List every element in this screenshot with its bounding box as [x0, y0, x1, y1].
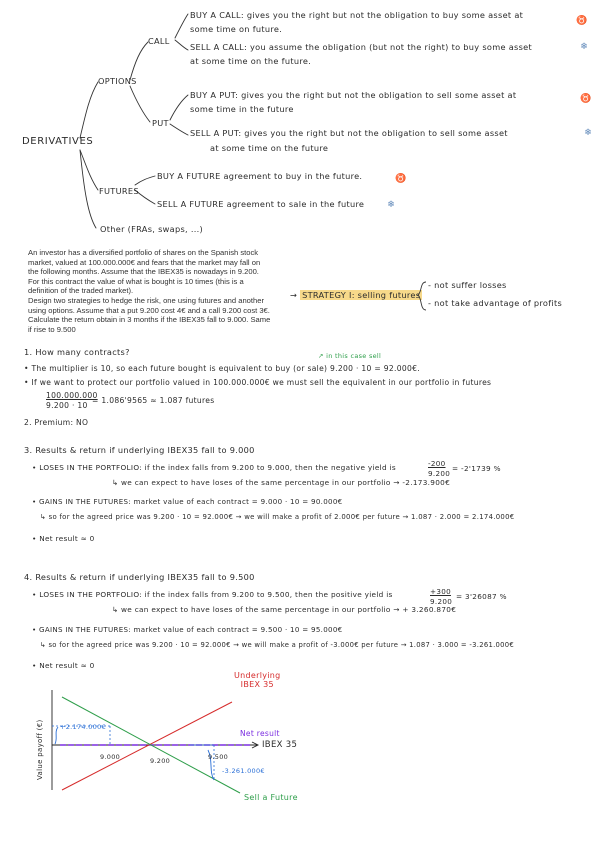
- bear-icon: ❄: [580, 41, 588, 51]
- section3-frac-res: = -2'1739 %: [452, 464, 501, 473]
- section4-frac-den: 9.200: [430, 597, 453, 606]
- gain-brace: [55, 727, 58, 744]
- section1-frac-res: = 1.086'9565 ≈ 1.087 futures: [92, 396, 215, 405]
- bull-icon: ♉: [576, 15, 588, 25]
- section3-gain-a: • GAINS IN THE FUTURES: market value of each contract = 9.000 · 10 = 90.000€: [32, 497, 343, 506]
- mindmap-root: DERIVATIVES: [22, 136, 94, 147]
- section1-frac-num: 100.000.000: [46, 391, 98, 400]
- mindmap-call: CALL: [148, 36, 170, 46]
- section3-frac-den: 9.200: [428, 469, 451, 478]
- section3-loss-a: • LOSES IN THE PORTFOLIO: if the index falls from 9.200 to 9.000, then the negative yield is: [32, 463, 396, 472]
- sell-call-line1: SELL A CALL: you assume the obligation (but not the right) to buy some asset: [190, 42, 533, 52]
- tick-9000: 9.000: [100, 753, 121, 761]
- buy-put-line1: BUY A PUT: gives you the right but not the obligation to sell some asset at: [190, 90, 517, 100]
- underlying-label: Underlying IBEX 35: [234, 671, 281, 689]
- sell-put-line1: SELL A PUT: gives you the right but not the obligation to sell some asset: [190, 128, 508, 138]
- buy-put-line2: some time in the future: [190, 104, 294, 114]
- section4-gain-a: • GAINS IN THE FUTURES: market value of each contract = 9.500 · 10 = 95.000€: [32, 625, 343, 634]
- section1-title: 1. How many contracts?: [24, 347, 130, 357]
- section4-title: 4. Results & return if underlying IBEX35 fall to 9.500: [24, 572, 255, 582]
- bear-icon: ❄: [387, 199, 395, 209]
- section3-frac-num: -200: [428, 459, 446, 468]
- tick-9200: 9.200: [150, 757, 171, 765]
- section1-premium: 2. Premium: NO: [24, 418, 89, 427]
- section3-gain-b: ↳ so for the agreed price was 9.200 · 10 = 92.000€ → we will make a profit of 2.000€ per future → 1.087 · 2.000 = 2.174.000€: [40, 513, 515, 521]
- section4-frac-res: = 3'26087 %: [456, 592, 507, 601]
- mindmap-futures: FUTURES: [99, 186, 139, 196]
- section4-loss-b: ↳ we can expect to have loses of the same percentage in our portfolio → + 3.260.870€: [112, 605, 457, 614]
- strategy-label: → STRATEGY I: selling futures: [290, 290, 421, 300]
- gain-label: +2.174.000€: [60, 723, 106, 731]
- section3-loss-b: ↳ we can expect to have loses of the same percentage in our portfolio → -2.173.900€: [112, 478, 451, 487]
- section3-title: 3. Results & return if underlying IBEX35 fall to 9.000: [24, 445, 255, 455]
- mindmap-other: Other (FRAs, swaps, ...): [100, 224, 204, 234]
- strategy-note-2: - not take advantage of profits: [428, 298, 563, 308]
- graph-xlabel: IBEX 35: [262, 740, 298, 750]
- section4-gain-b: ↳ so for the agreed price was 9.200 · 10 = 92.000€ → we will make a profit of -3.000€ per future → 1.087 · 3.000 = -3.261.000€: [40, 641, 515, 649]
- loss-label: -3.261.000€: [222, 767, 265, 775]
- section4-loss-a: • LOSES IN THE PORTFOLIO: if the index falls from 9.200 to 9.500, then the positive yield is: [32, 590, 393, 599]
- sell-call-line2: at some time on the future.: [190, 56, 312, 66]
- sell-future-label: Sell a Future: [244, 793, 298, 802]
- section1-line1: • The multiplier is 10, so each future bought is equivalent to buy (or sale) 9.200 · 10 = 92.000€.: [24, 364, 420, 373]
- section1-annotation: ↗ in this case sell: [318, 352, 382, 360]
- buy-call-line2: some time on future.: [190, 24, 283, 34]
- tick-9500: 9.500: [208, 753, 229, 761]
- section4-net: • Net result ≈ 0: [32, 661, 95, 670]
- section1-line2: • If we want to protect our portfolio valued in 100.000.000€ we must sell the equivalent in our portfolio in futures: [24, 378, 492, 387]
- buy-future: BUY A FUTURE agreement to buy in the future.: [157, 171, 363, 181]
- problem-statement: An investor has a diversified portfolio of shares on the Spanish stock market, valued at 100.000.000€ and fears that the market may fall on the following months. Assume that the IBEX35 is nowadays in 9.200. For this contract the value of what is bought is 10 times (this is a definition of the traded market). Design two strategies to hedge the risk, one using futures and another using options. Assume that a put 9.200 cost 4€ and a call 9.200 cost 3€. Calculate the return obtain in 3 months if the IBEX35 fall to 9.000. Same if rise to 9.500: [28, 248, 271, 334]
- mindmap-put: PUT: [152, 118, 169, 128]
- mindmap-options: OPTIONS: [98, 76, 137, 86]
- graph-ylabel: Value payoff (€): [36, 719, 44, 780]
- bull-icon: ♉: [395, 173, 407, 183]
- underlying-line: [62, 702, 232, 790]
- strategy-note-1: - not suffer losses: [428, 280, 507, 290]
- sell-put-line2: at some time on the future: [210, 143, 329, 153]
- section3-net: • Net result ≈ 0: [32, 534, 95, 543]
- net-result-label: Net result: [240, 729, 280, 738]
- bull-icon: ♉: [580, 93, 592, 103]
- section4-frac-num: +300: [430, 587, 451, 596]
- section1-frac-den: 9.200 · 10: [46, 401, 88, 410]
- sell-future: SELL A FUTURE agreement to sale in the future: [157, 199, 365, 209]
- bear-icon: ❄: [584, 127, 592, 137]
- buy-call-line1: BUY A CALL: gives you the right but not the obligation to buy some asset at: [190, 10, 524, 20]
